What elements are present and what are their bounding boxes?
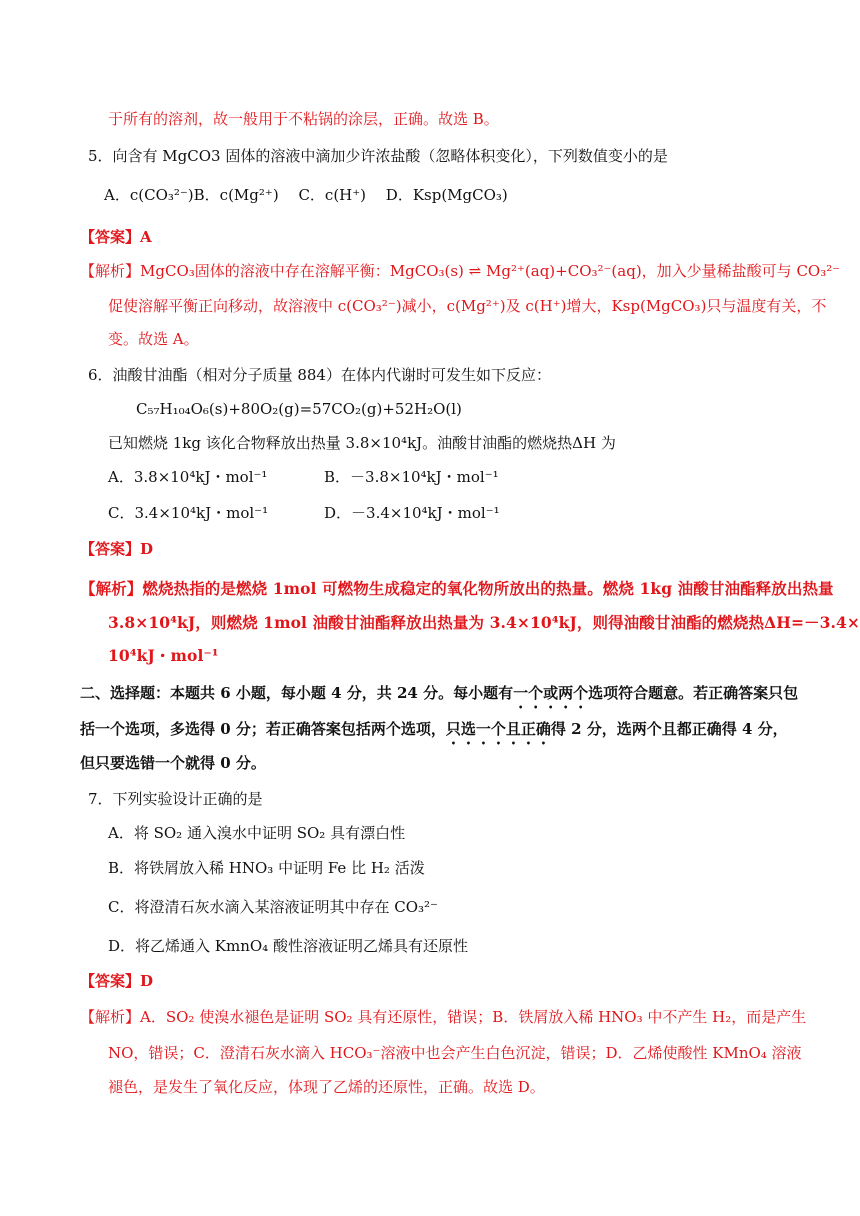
q7-stem: 7．下列实验设计正确的是 xyxy=(88,790,263,808)
q5-explanation-line3: 变。故选 A。 xyxy=(108,330,199,348)
q6-stem: 6．油酸甘油酯（相对分子质量 884）在体内代谢时可发生如下反应： xyxy=(88,366,551,384)
prev-explanation-tail: 于所有的溶剂，故一般用于不粘锅的涂层，正确。故选 B。 xyxy=(108,110,499,128)
q6-equation: C₅₇H₁₀₄O₆(s)+80O₂(g)=57CO₂(g)+52H₂O(l) xyxy=(136,400,462,418)
q6-known: 已知燃烧 1kg 该化合物释放出热量 3.8×10⁴kJ。油酸甘油酯的燃烧热ΔH 为 xyxy=(108,434,616,452)
q6-explanation-line3: 10⁴kJ・mol⁻¹ xyxy=(108,646,219,665)
q5-explanation-line1: 【解析】MgCO₃固体的溶液中存在溶解平衡：MgCO₃(s) ⇌ Mg²⁺(aq)+CO₃²⁻(aq)，加入少量稀盐酸可与 CO₃²⁻ xyxy=(80,262,841,280)
section2-emphasis: 只选一个且正确 xyxy=(445,720,551,738)
q7-option-d: D．将乙烯通入 KmnO₄ 酸性溶液证明乙烯具有还原性 xyxy=(108,937,468,955)
q6-option-c: C．3.4×10⁴kJ・mol⁻¹ xyxy=(108,504,269,522)
section2-text: 选项符合题意。若正确答案只包 xyxy=(588,684,799,702)
q5-answer: 【答案】A xyxy=(80,228,152,246)
q7-explanation-line2: NO，错误；C．澄清石灰水滴入 HCO₃⁻溶液中也会产生白色沉淀，错误；D．乙烯使酸性 KMnO₄ 溶液 xyxy=(108,1044,802,1062)
q6-explanation-line1: 【解析】燃烧热指的是燃烧 1mol 可燃物生成稳定的氧化物所放出的热量。燃烧 1kg 油酸甘油酯释放出热量 xyxy=(80,579,834,598)
q7-explanation-line1: 【解析】A．SO₂ 使溴水褪色是证明 SO₂ 具有还原性，错误；B．铁屑放入稀 HNO₃ 中不产生 H₂，而是产生 xyxy=(80,1008,807,1026)
q6-option-d: D．－3.4×10⁴kJ・mol⁻¹ xyxy=(324,504,500,522)
section2-instruction-line3: 但只要选错一个就得 0 分。 xyxy=(80,754,266,772)
section2-text: 括一个选项，多选得 0 分；若正确答案包括两个选项， xyxy=(80,720,446,738)
q7-option-c: C．将澄清石灰水滴入某溶液证明其中存在 CO₃²⁻ xyxy=(108,898,438,916)
section2-text: 得 2 分，选两个且都正确得 4 分， xyxy=(550,720,788,738)
q6-option-b: B．－3.8×10⁴kJ・mol⁻¹ xyxy=(324,468,499,486)
q7-answer: 【答案】D xyxy=(80,972,154,990)
q6-option-a: A．3.8×10⁴kJ・mol⁻¹ xyxy=(108,468,268,486)
q5-stem: 5．向含有 MgCO3 固体的溶液中滴加少许浓盐酸（忽略体积变化），下列数值变小的是 xyxy=(88,147,668,165)
q7-option-a: A．将 SO₂ 通入溴水中证明 SO₂ 具有漂白性 xyxy=(108,824,406,842)
section2-text: 二、选择题：本题共 6 小题，每小题 4 分，共 24 分。每小题有 xyxy=(80,684,514,702)
section2-instruction-line1 xyxy=(80,682,798,712)
q7-option-b: B．将铁屑放入稀 HNO₃ 中证明 Fe 比 H₂ 活泼 xyxy=(108,859,425,877)
section2-emphasis: 一个或两个 xyxy=(513,684,589,702)
q5-explanation-line2: 促使溶解平衡正向移动，故溶液中 c(CO₃²⁻)减小，c(Mg²⁺)及 c(H⁺)增大，Ksp(MgCO₃)只与温度有关，不 xyxy=(108,297,827,315)
q5-options: A．c(CO₃²⁻)B．c(Mg²⁺) C．c(H⁺) D．Ksp(MgCO₃) xyxy=(104,186,508,204)
q7-explanation-line3: 褪色，是发生了氧化反应，体现了乙烯的还原性，正确。故选 D。 xyxy=(108,1078,545,1096)
q6-explanation-line2: 3.8×10⁴kJ，则燃烧 1mol 油酸甘油酯释放出热量为 3.4×10⁴kJ，则得油酸甘油酯的燃烧热ΔH=－3.4× xyxy=(108,613,860,632)
q6-answer: 【答案】D xyxy=(80,540,154,558)
section2-instruction-line2 xyxy=(80,718,788,748)
